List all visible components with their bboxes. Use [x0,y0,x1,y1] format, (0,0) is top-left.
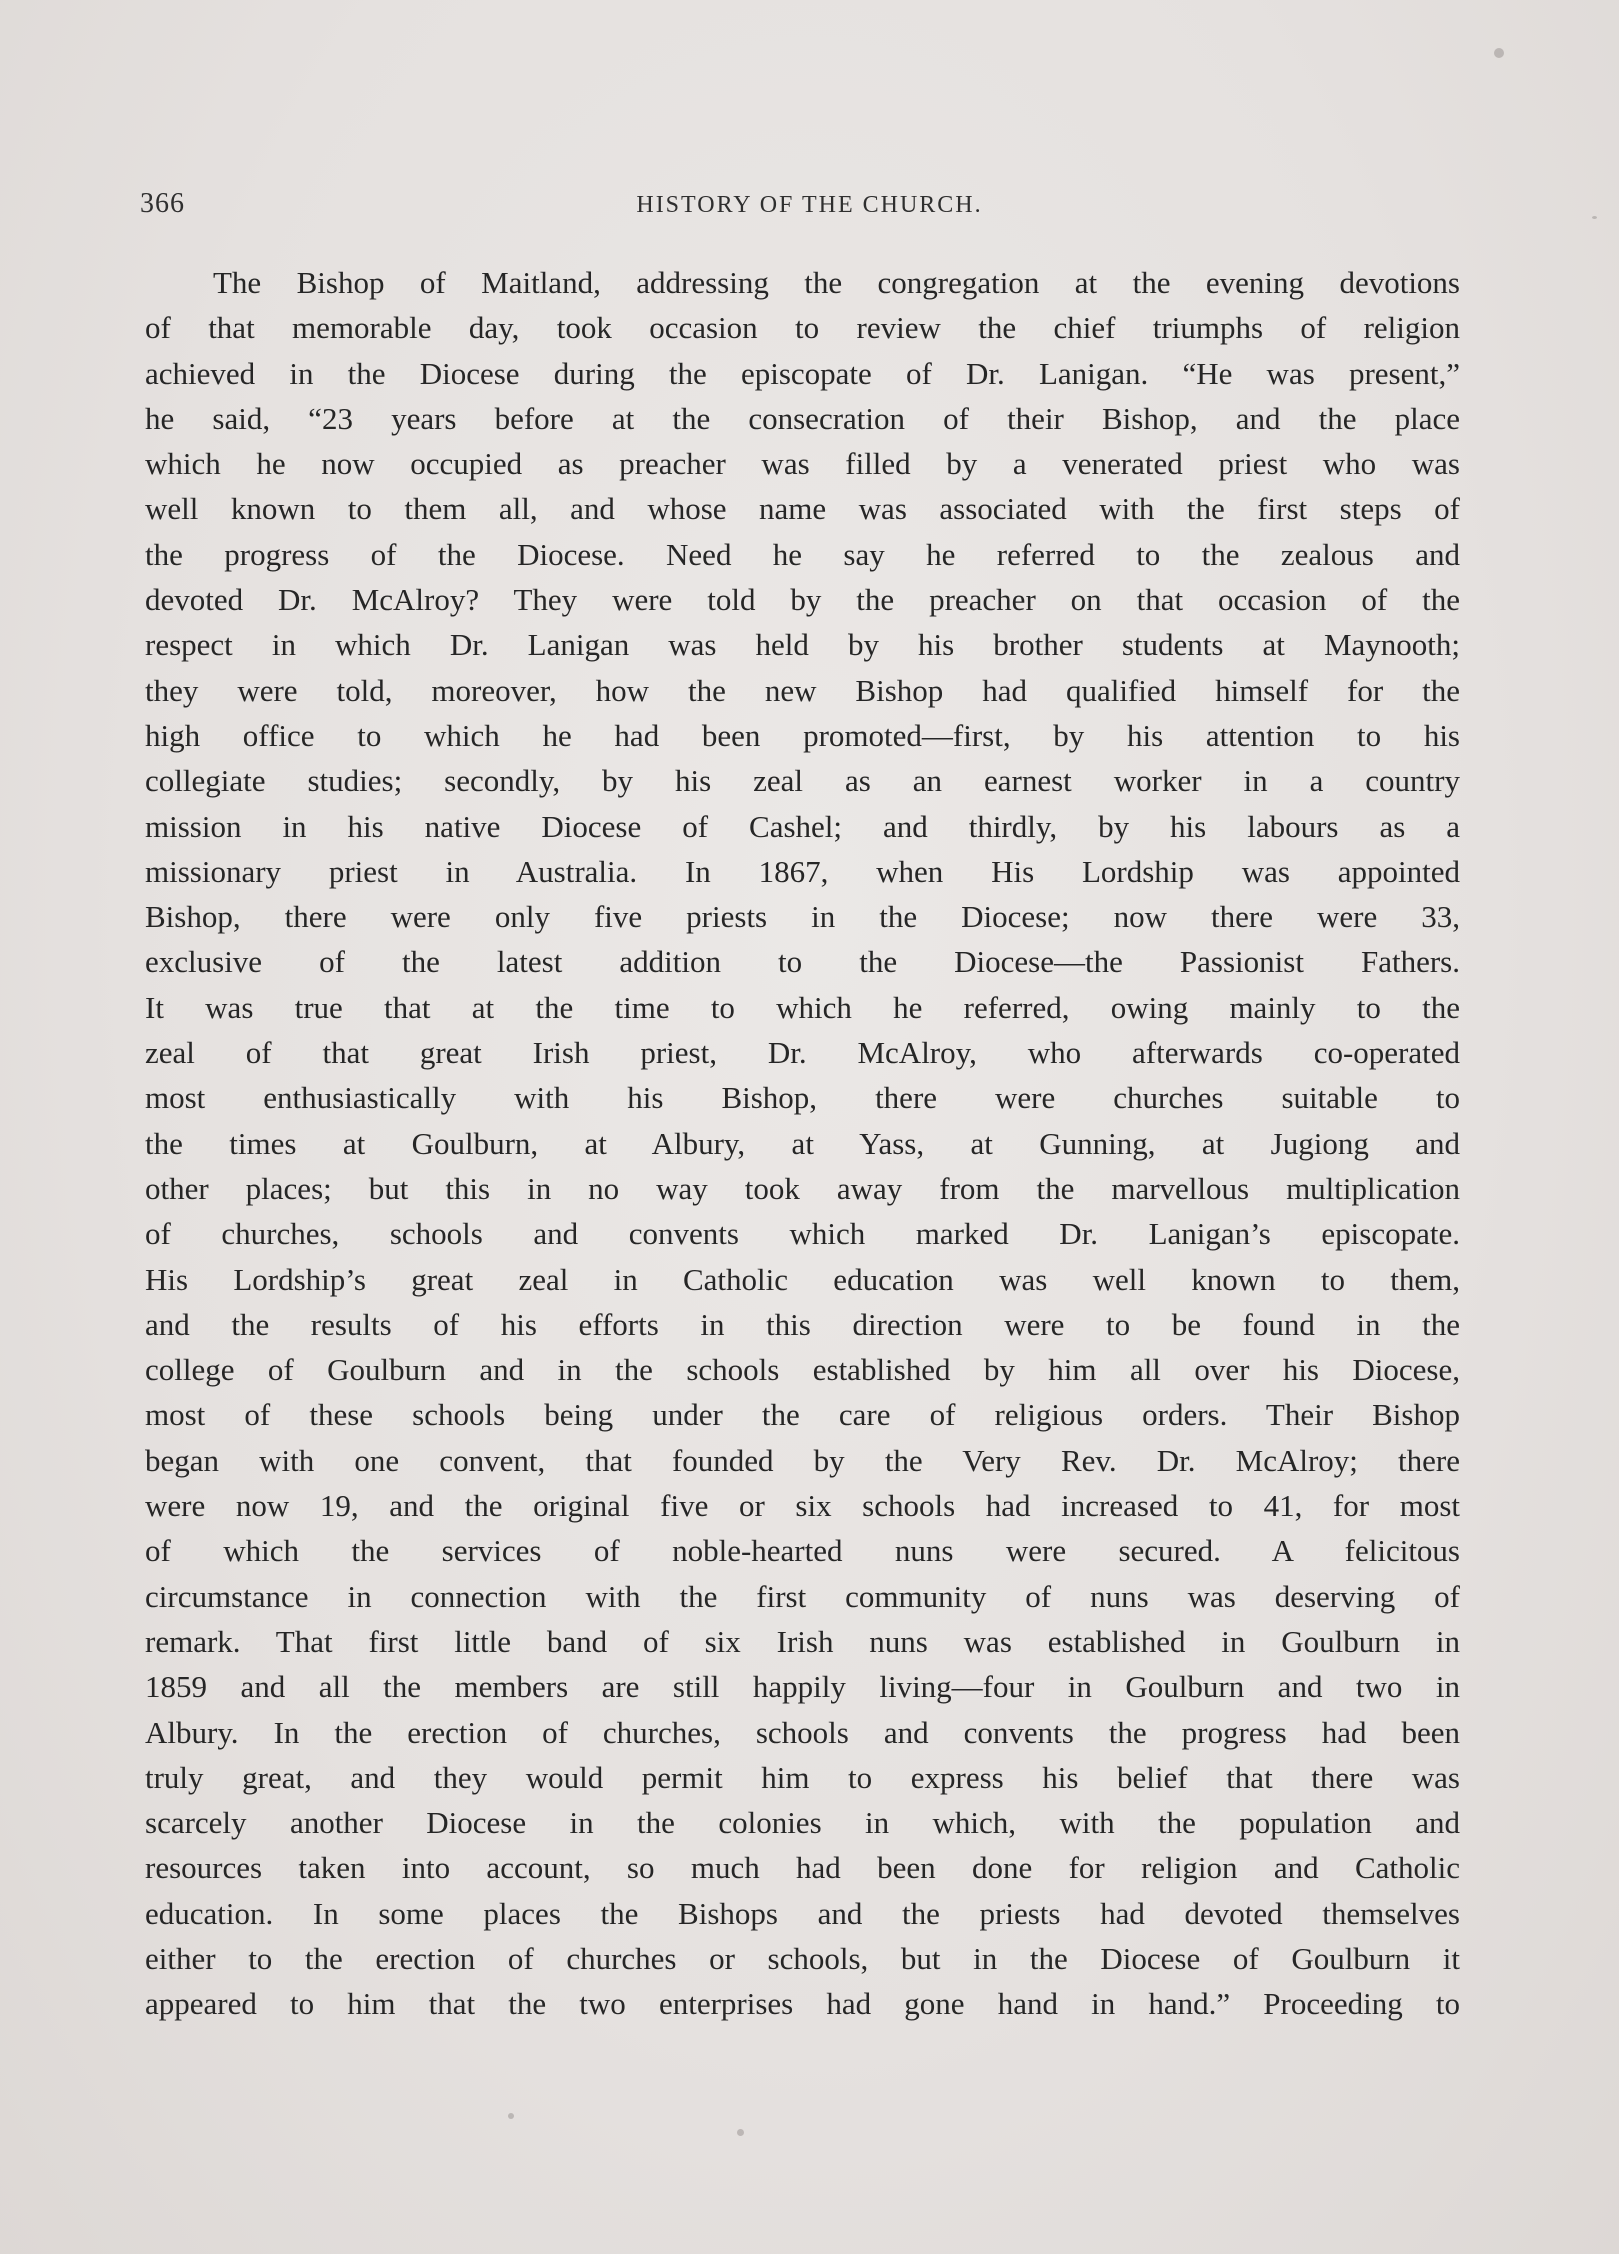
text-line: of which the services of noble-hearted nuns were secured. A felicitous [145,1533,1460,1569]
text-line: college of Goulburn and in the schools established by him all over his Diocese, [145,1352,1460,1388]
text-line: of churches, schools and convents which marked Dr. Lanigan’s episcopate. [145,1216,1460,1252]
text-line: remark. That first little band of six Irish nuns was established in Goulburn in [145,1623,1460,1659]
text-line: collegiate studies; secondly, by his zeal as an earnest worker in a country [145,763,1460,799]
text-line: scarcely another Diocese in the colonies in which, with the population and [145,1805,1460,1841]
page-number: 366 [140,188,185,219]
text-line: Albury. In the erection of churches, schools and convents the progress had been [145,1714,1460,1750]
text-line: they were told, moreover, how the new Bishop had qualified himself for the [145,672,1460,708]
text-line: respect in which Dr. Lanigan was held by his brother students at Maynooth; [145,627,1460,663]
text-line: His Lordship’s great zeal in Catholic education was well known to them, [145,1261,1460,1297]
text-line: missionary priest in Australia. In 1867, when His Lordship was appointed [145,853,1460,889]
text-line: achieved in the Diocese during the episcopate of Dr. Lanigan. “He was present,” [145,355,1460,391]
text-line: the times at Goulburn, at Albury, at Yass, at Gunning, at Jugiong and [145,1125,1460,1161]
text-line: Bishop, there were only five priests in the Diocese; now there were 33, [145,899,1460,935]
text-line: education. In some places the Bishops and the priests had devoted themselves [145,1895,1460,1931]
body-paragraph [145,260,1460,2027]
text-line: the progress of the Diocese. Need he say he referred to the zealous and [145,536,1460,572]
text-line: resources taken into account, so much had been done for religion and Catholic [145,1850,1460,1886]
text-line: either to the erection of churches or schools, but in the Diocese of Goulburn it [145,1940,1460,1976]
paper-speck [737,2129,744,2136]
text-line: which he now occupied as preacher was filled by a venerated priest who was [145,446,1460,482]
text-line: exclusive of the latest addition to the Diocese—the Passionist Fathers. [145,944,1460,980]
text-line: mission in his native Diocese of Cashel; and thirdly, by his labours as a [145,808,1460,844]
text-line: and the results of his efforts in this direction were to be found in the [145,1306,1460,1342]
text-line: zeal of that great Irish priest, Dr. McAlroy, who afterwards co-operated [145,1035,1460,1071]
text-line: devoted Dr. McAlroy? They were told by the preacher on that occasion of the [145,582,1460,618]
text-line: truly great, and they would permit him to express his belief that there was [145,1759,1460,1795]
text-line: high office to which he had been promoted—first, by his attention to his [145,717,1460,753]
paper-speck [508,2113,514,2119]
text-line: 1859 and all the members are still happily living—four in Goulburn and two in [145,1669,1460,1705]
text-line: of that memorable day, took occasion to review the chief triumphs of religion [145,310,1460,346]
text-line: most enthusiastically with his Bishop, there were churches suitable to [145,1080,1460,1116]
text-line: appeared to him that the two enterprises had gone hand in hand.” Proceeding to [145,1986,1460,2022]
text-line: were now 19, and the original five or six schools had increased to 41, for most [145,1488,1460,1524]
text-line: other places; but this in no way took away from the marvellous multiplication [145,1170,1460,1206]
text-line: most of these schools being under the care of religious orders. Their Bishop [145,1397,1460,1433]
text-line: circumstance in connection with the first community of nuns was deserving of [145,1578,1460,1614]
text-line: he said, “23 years before at the consecration of their Bishop, and the place [145,400,1460,436]
paper-speck [1494,48,1504,58]
text-line: It was true that at the time to which he referred, owing mainly to the [145,989,1460,1025]
text-line: well known to them all, and whose name was associated with the first steps of [145,491,1460,527]
text-line: The Bishop of Maitland, addressing the congregation at the evening devotions [213,265,1460,300]
paper-speck [1592,216,1597,219]
text-line: began with one convent, that founded by the Very Rev. Dr. McAlroy; there [145,1442,1460,1478]
running-header: HISTORY OF THE CHURCH. [636,192,983,218]
